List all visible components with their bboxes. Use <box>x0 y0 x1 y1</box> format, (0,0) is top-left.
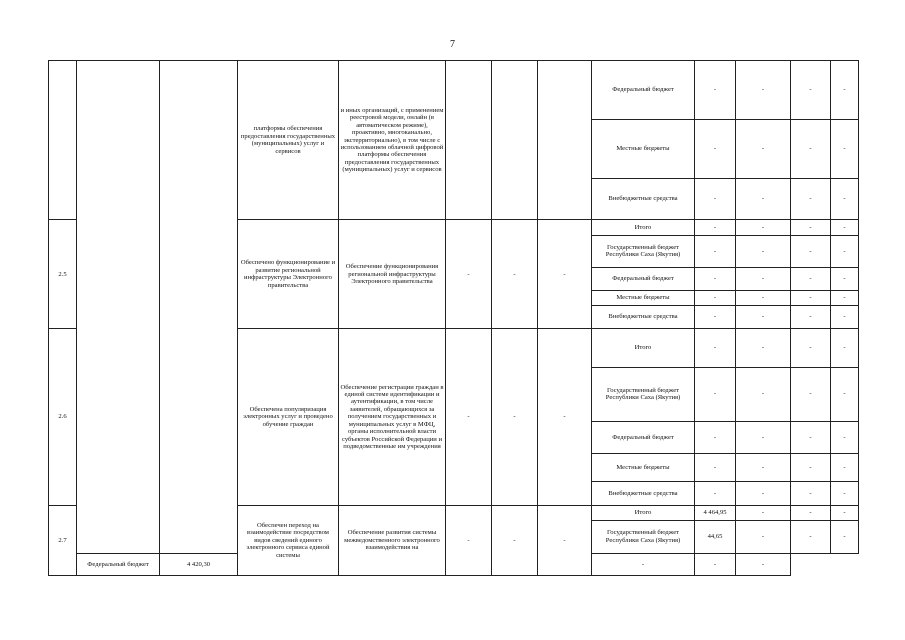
amount-cell: - <box>831 482 859 505</box>
amount-cell: - <box>791 305 831 328</box>
amount-cell: - <box>736 220 791 235</box>
amount-cell: - <box>791 119 831 178</box>
amount-cell: - <box>791 220 831 235</box>
amount-cell: - <box>736 505 791 520</box>
row-number-cell: 2.6 <box>49 329 77 506</box>
amount-cell: - <box>791 178 831 220</box>
budget-source-cell: Государственный бюджет Республики Саха (Якутия) <box>592 367 695 421</box>
indicator-cell: Обеспечение регистрации граждан в единой системе идентификации и аутентификации, в том числе заявителей, обращающихся за получением государственных и муниципальных услуг в МФЦ, органы исполнительной власти субъектов Российской Федерации и подведомственные им учреждения <box>339 329 446 506</box>
amount-cell: - <box>831 521 859 554</box>
amount-cell: - <box>831 235 859 268</box>
amount-cell: 4 464,95 <box>695 505 736 520</box>
amount-cell: - <box>791 367 831 421</box>
budget-source-cell: Итого <box>592 505 695 520</box>
amount-cell: 44,65 <box>695 521 736 554</box>
value-cell: - <box>446 220 492 329</box>
result-cell: платформы обеспечения предоставления государственных (муниципальных) услуг и сервисов <box>238 61 339 220</box>
row-number-cell <box>49 61 77 220</box>
value-cell: - <box>446 329 492 506</box>
amount-cell: - <box>831 178 859 220</box>
amount-cell: - <box>791 329 831 368</box>
amount-cell: - <box>831 454 859 482</box>
amount-cell: - <box>695 454 736 482</box>
indicator-cell: Обеспечение развития системы межведомственного электронного взаимодействия на <box>339 505 446 575</box>
indicator-cell: Обеспечение функционирования региональной инфраструктуры Электронного правительства <box>339 220 446 329</box>
amount-cell: - <box>695 235 736 268</box>
amount-cell: - <box>736 119 791 178</box>
budget-source-cell: Федеральный бюджет <box>77 553 160 575</box>
amount-cell: - <box>736 367 791 421</box>
amount-cell: - <box>831 290 859 305</box>
value-cell: - <box>492 505 538 575</box>
value-cell: - <box>538 220 592 329</box>
amount-cell: - <box>831 220 859 235</box>
result-cell: Обеспечена популяризация электронных услуг и проведено обучение граждан <box>238 329 339 506</box>
value-cell: - <box>492 220 538 329</box>
indicator-cell: и иных организаций, с применением реестровой модели, онлайн (в автоматическом режиме), проактивно, многоканально, экстерриториально), в том числе с использованием облачной цифровой платформы обеспечения предоставления государственных (муниципальных) услуг и сервисов <box>339 61 446 220</box>
amount-cell: - <box>736 290 791 305</box>
value-cell <box>446 61 492 220</box>
amount-cell: 4 420,30 <box>160 553 238 575</box>
amount-cell: - <box>791 290 831 305</box>
row-number-cell: 2.5 <box>49 220 77 329</box>
amount-cell: - <box>736 454 791 482</box>
empty-cell <box>77 61 160 554</box>
amount-cell: - <box>695 290 736 305</box>
budget-source-cell: Местные бюджеты <box>592 119 695 178</box>
amount-cell: - <box>736 235 791 268</box>
page-number: 7 <box>450 39 455 50</box>
budget-source-cell: Итого <box>592 329 695 368</box>
amount-cell: - <box>736 521 791 554</box>
amount-cell: - <box>831 305 859 328</box>
budget-source-cell: Местные бюджеты <box>592 290 695 305</box>
result-cell: Обеспечено функционирование и развитие региональной инфраструктуры Электронного правительства <box>238 220 339 329</box>
budget-source-cell: Внебюджетные средства <box>592 482 695 505</box>
table-row <box>49 61 859 120</box>
amount-cell: - <box>736 305 791 328</box>
value-cell: - <box>492 329 538 506</box>
amount-cell: - <box>695 268 736 290</box>
amount-cell: - <box>791 235 831 268</box>
amount-cell: - <box>736 61 791 120</box>
value-cell <box>492 61 538 220</box>
budget-source-cell: Государственный бюджет Республики Саха (Якутия) <box>592 521 695 554</box>
value-cell: - <box>538 505 592 575</box>
budget-source-cell: Федеральный бюджет <box>592 421 695 454</box>
amount-cell: - <box>736 268 791 290</box>
amount-cell: - <box>695 329 736 368</box>
budget-source-cell: Внебюджетные средства <box>592 305 695 328</box>
amount-cell: - <box>695 220 736 235</box>
amount-cell: - <box>736 329 791 368</box>
amount-cell: - <box>791 521 831 554</box>
amount-cell: - <box>831 367 859 421</box>
amount-cell: - <box>695 61 736 120</box>
amount-cell: - <box>695 482 736 505</box>
amount-cell: - <box>791 268 831 290</box>
amount-cell: - <box>831 119 859 178</box>
amount-cell: - <box>695 178 736 220</box>
amount-cell: - <box>695 421 736 454</box>
amount-cell: - <box>831 268 859 290</box>
value-cell: - <box>446 505 492 575</box>
value-cell: - <box>538 329 592 506</box>
budget-source-cell: Государственный бюджет Республики Саха (Якутия) <box>592 235 695 268</box>
result-cell: Обеспечен переход на взаимодействие посредством видов сведений единого электронного сервиса единой системы <box>238 505 339 575</box>
budget-source-cell: Итого <box>592 220 695 235</box>
amount-cell: - <box>831 329 859 368</box>
amount-cell: - <box>791 482 831 505</box>
empty-cell <box>160 61 238 554</box>
amount-cell: - <box>791 421 831 454</box>
amount-cell: - <box>791 505 831 520</box>
amount-cell: - <box>695 119 736 178</box>
budget-source-cell: Местные бюджеты <box>592 454 695 482</box>
budget-source-cell: Федеральный бюджет <box>592 61 695 120</box>
amount-cell: - <box>791 454 831 482</box>
amount-cell: - <box>695 367 736 421</box>
budget-source-cell: Федеральный бюджет <box>592 268 695 290</box>
amount-cell: - <box>592 553 695 575</box>
row-number-cell: 2.7 <box>49 505 77 575</box>
amount-cell: - <box>736 553 791 575</box>
budget-table <box>48 60 859 576</box>
value-cell <box>538 61 592 220</box>
amount-cell: - <box>831 61 859 120</box>
amount-cell: - <box>736 482 791 505</box>
budget-source-cell: Внебюджетные средства <box>592 178 695 220</box>
amount-cell: - <box>736 421 791 454</box>
amount-cell: - <box>736 178 791 220</box>
amount-cell: - <box>831 421 859 454</box>
amount-cell: - <box>695 553 736 575</box>
amount-cell: - <box>695 305 736 328</box>
amount-cell: - <box>791 61 831 120</box>
amount-cell: - <box>831 505 859 520</box>
